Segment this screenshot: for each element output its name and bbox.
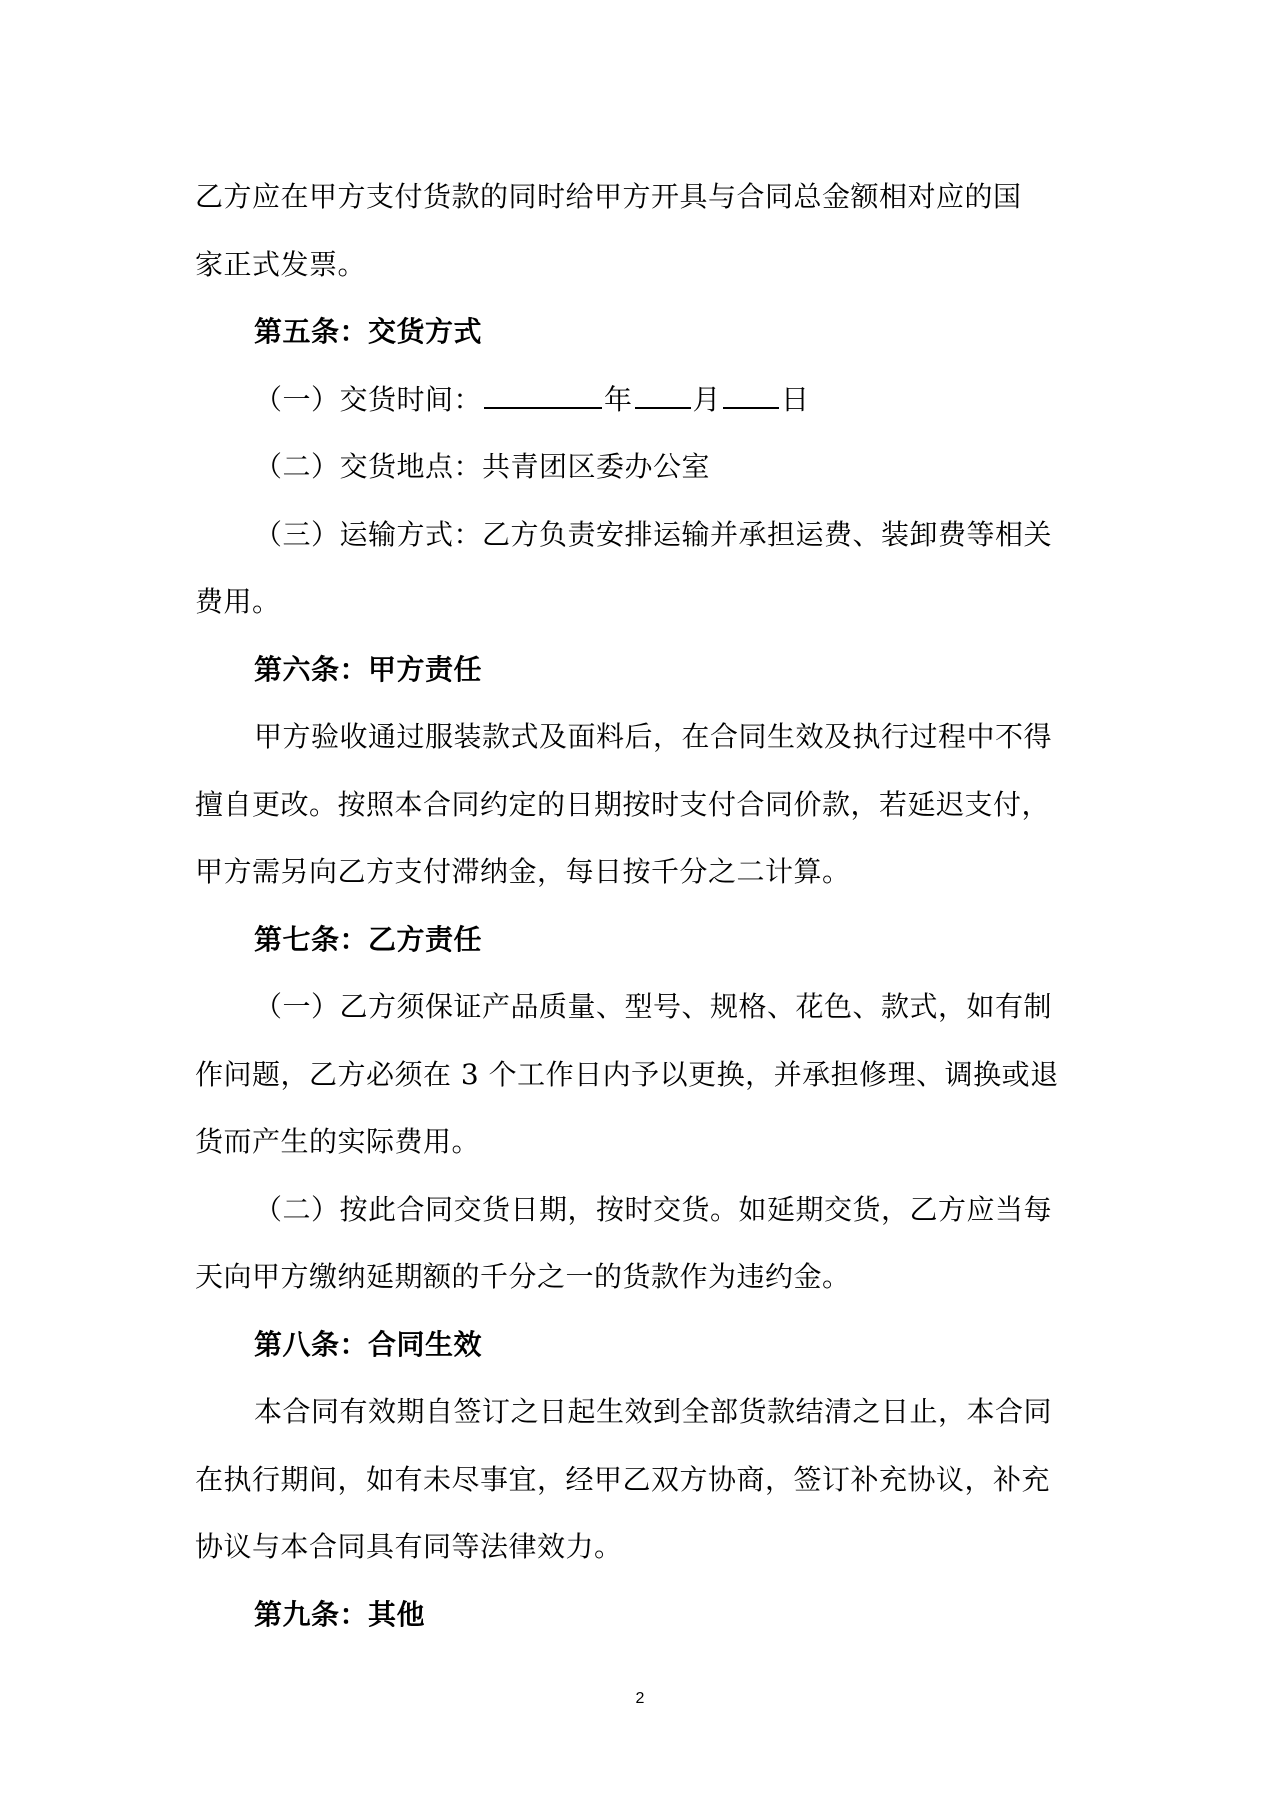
paragraph-line: 乙方应在甲方支付货款的同时给甲方开具与合同总金额相对应的国 [195,180,1022,213]
page-number: 2 [635,1690,645,1707]
paragraph-line: 天向甲方缴纳延期额的千分之一的货款作为违约金。 [195,1260,851,1293]
paragraph-line: 家正式发票。 [195,247,367,281]
article-5-heading: 第五条：交货方式 [254,315,483,348]
article-6-heading: 第六条：甲方责任 [254,652,483,686]
paragraph-line: 本合同有效期自签订之日起生效到全部货款结清之日止，本合同 [254,1395,1053,1428]
article-9-heading: 第九条：其他 [254,1597,426,1631]
paragraph-line: 在执行期间，如有未尽事宜，经甲乙双方协商，签订补充协议，补充 [195,1462,1051,1496]
paragraph-line: 货而产生的实际费用。 [195,1125,481,1158]
day-label: 日 [781,382,810,416]
paragraph-line: 作问题，乙方必须在 3 个工作日内予以更换，并承担修理、调换或退 [195,1057,1059,1091]
paragraph-line: 甲方需另向乙方支付滞纳金，每日按千分之二计算。 [195,855,851,888]
day-blank [723,381,779,409]
paragraph-line: 甲方验收通过服装款式及面料后，在合同生效及执行过程中不得 [254,720,1053,753]
paragraph-line: 协议与本合同具有同等法律效力。 [195,1530,623,1563]
year-blank [484,381,602,409]
delivery-time-line [195,366,1085,434]
transport-line: （三）运输方式：乙方负责安排运输并承担运费、装卸费等相关 [254,517,1053,551]
delivery-location-line: （二）交货地点：共青团区委办公室 [254,450,711,483]
transport-line: 费用。 [195,585,281,618]
month-label: 月 [692,382,722,416]
document-body [195,163,1085,1648]
paragraph-line: 擅自更改。按照本合同约定的日期按时支付合同价款，若延迟支付， [195,787,1051,821]
month-blank [635,381,691,409]
paragraph-line: （一）乙方须保证产品质量、型号、规格、花色、款式，如有制 [254,990,1053,1023]
article-8-heading: 第八条：合同生效 [254,1327,483,1361]
year-label: 年 [604,382,633,416]
paragraph-line: （二）按此合同交货日期，按时交货。如延期交货，乙方应当每 [254,1192,1053,1226]
article-7-heading: 第七条：乙方责任 [254,922,483,956]
delivery-time-label: （一）交货时间： [254,382,483,416]
